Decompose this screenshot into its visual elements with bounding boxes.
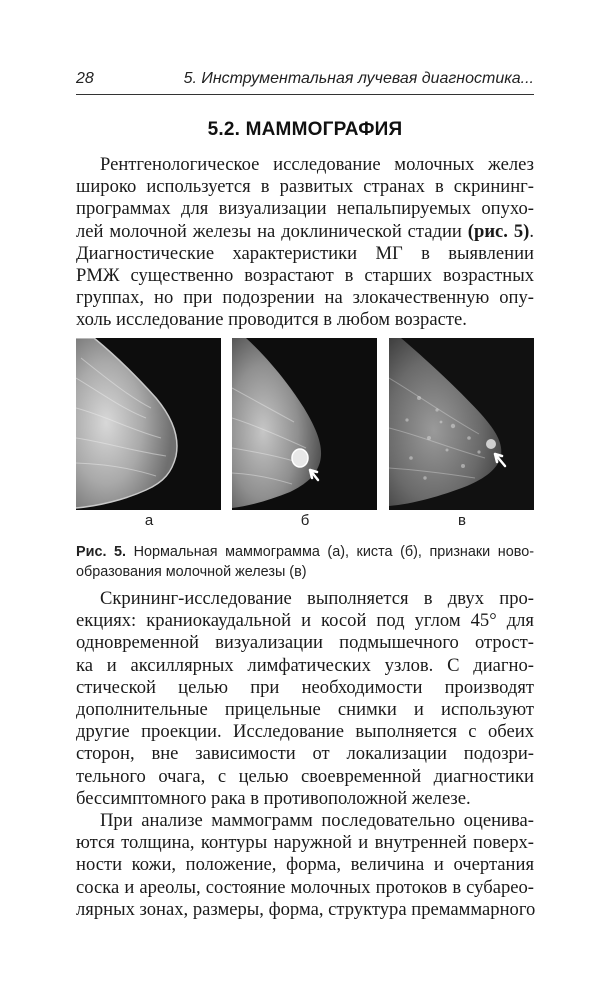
paragraph-line: холь исследование проводится в любом возрасте. bbox=[76, 309, 467, 331]
panel-label-b: б bbox=[300, 512, 310, 529]
paragraph-line: дополнительные прицельные снимки и используют bbox=[76, 698, 534, 720]
paragraph-2 bbox=[76, 588, 534, 810]
figure-caption bbox=[76, 542, 534, 582]
caption-line: Рис. 5. Нормальная маммограмма (а), киста (б), признаки ново- bbox=[76, 544, 534, 560]
paragraph-line: соска и ареолы, состояние молочных протоков в субарео- bbox=[76, 876, 534, 898]
mammogram-image-normal bbox=[76, 338, 221, 510]
running-header bbox=[76, 68, 534, 95]
paragraph-line: Диагностические характеристики МГ в выявлении bbox=[76, 242, 534, 264]
paragraph-line: екциях: краниокаудальной и косой под углом 45° для bbox=[76, 610, 534, 632]
paragraph-3 bbox=[76, 810, 534, 921]
paragraph-line: РМЖ существенно возрастают в старших возрастных bbox=[76, 264, 534, 286]
paragraph-line: стической целью при необходимости производят bbox=[76, 676, 534, 698]
paragraph-line: ности кожи, положение, форма, величина и очертания bbox=[76, 854, 534, 876]
mammogram-image-neoplasm bbox=[389, 338, 534, 510]
panel-label-c: в bbox=[458, 512, 466, 529]
paragraph-line: ка и аксиллярных лимфатических узлов. С диагно- bbox=[76, 654, 534, 676]
caption-line: образования молочной железы (в) bbox=[76, 564, 307, 580]
paragraph-line: ются толщина, контуры наружной и внутренней поверх- bbox=[76, 832, 534, 854]
panel-label-a: а bbox=[144, 512, 154, 529]
paragraph-line: лярных зонах, размеры, форма, структура премаммарного bbox=[76, 898, 536, 920]
paragraph-1 bbox=[76, 154, 534, 332]
paragraph-line: другие проекции. Исследование выполняется с обеих bbox=[76, 721, 534, 743]
paragraph-line: группах, но при подозрении на злокачественную опу- bbox=[76, 287, 534, 309]
page-number: 28 bbox=[76, 70, 94, 87]
paragraph-line: Скрининг-исследование выполняется в двух про- bbox=[100, 588, 534, 609]
paragraph-line: При анализе маммограмм последовательно оценива- bbox=[100, 810, 534, 831]
paragraph-line: широко используется в развитых странах в скрининг- bbox=[76, 176, 534, 198]
paragraph-line: бессимптомного рака в противоположной железе. bbox=[76, 787, 471, 809]
paragraph-line: тельного очага, с целью своевременной диагностики bbox=[76, 765, 534, 787]
running-title: 5. Инструментальная лучевая диагностика... bbox=[183, 70, 534, 87]
mammogram-figure bbox=[76, 338, 534, 514]
mammogram-image-cyst bbox=[232, 338, 377, 510]
paragraph-line: лей молочной железы на доклинической стадии (рис. 5). bbox=[76, 220, 534, 242]
figure-reference: (рис. 5) bbox=[467, 220, 530, 242]
paragraph-line: Рентгенологическое исследование молочных желез bbox=[100, 154, 534, 175]
section-title: 5.2. МАММОГРАФИЯ bbox=[207, 119, 403, 140]
paragraph-line: программах для визуализации непальпируемых опухо- bbox=[76, 198, 534, 220]
paragraph-line: одновременной визуализации подмышечного отрост- bbox=[76, 632, 534, 654]
paragraph-line: сторон, вне зависимости от локализации подозри- bbox=[76, 743, 534, 765]
caption-label: Рис. 5. bbox=[76, 544, 127, 560]
